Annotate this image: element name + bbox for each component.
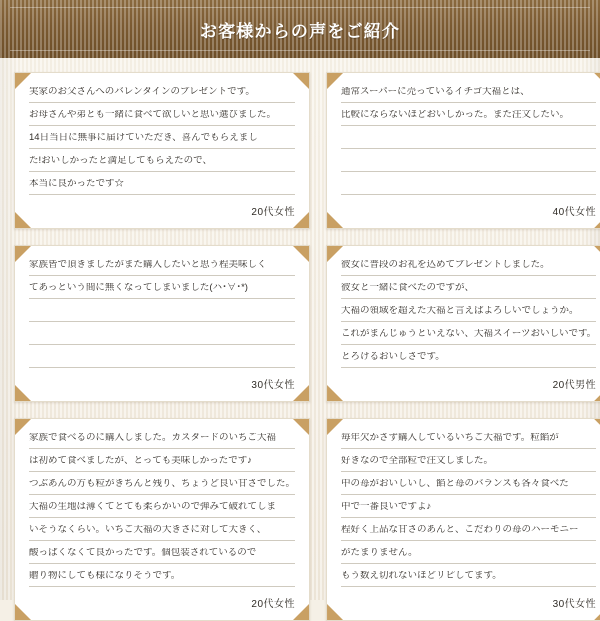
corner-ornament-icon [293,212,309,228]
review-line [341,179,596,195]
review-attribution: 30代女性 [251,380,296,391]
review-line [341,133,596,149]
review-text [29,260,295,368]
review-line: いそうなくらい。いちご大福の大きさに対して大きく、 [29,525,295,541]
review-line: 中の苺がおいしいし、餡と苺のバランスも各々食べた [341,479,596,495]
review-line: 彼女と一緒に食べたのですが、 [341,283,596,299]
review-line: 彼女に普段のお礼を込めてプレゼントしました。 [341,260,596,276]
review-line: は初めて食べましたが、とっても美味しかったです♪ [29,456,295,472]
review-line: 家族で食べるのに購入しました。カスタードのいちご大福 [29,433,295,449]
review-card [326,245,600,402]
reviews-grid [14,72,597,621]
review-line: 本当に良かったです☆ [29,179,295,195]
review-text [29,433,295,587]
review-text [29,87,295,195]
review-attribution: 30代女性 [552,599,597,610]
review-attribution: 20代男性 [552,380,597,391]
review-line: つぶあんの方も粒がきちんと残り、ちょうど良い甘さでした。 [29,479,295,495]
corner-ornament-icon [293,73,309,89]
review-card [326,72,600,229]
review-line: お母さんや弟とも一緒に食べて欲しいと思い選びました。 [29,110,295,126]
review-text [341,433,596,587]
review-card [14,245,310,402]
review-line [29,352,295,368]
review-line: 実家のお父さんへのバレンタインのプレゼントです。 [29,87,295,103]
corner-ornament-icon [293,246,309,262]
review-line: 程好く上品な甘さのあんと、こだわりの苺のハーモニー [341,525,596,541]
review-line [29,329,295,345]
review-line: 家族皆で頂きましたがまた購入したいと思う程美味しく [29,260,295,276]
page-title: お客様からの声をご紹介 [199,21,401,41]
review-line [341,156,596,172]
review-line: 酸っぱくなくて良かったです。個包装されているので [29,548,295,564]
review-line: 14日当日に無事に届けていただき、喜んでもらえまし [29,133,295,149]
review-line: もう数え切れないほどリピしてます。 [341,571,596,587]
review-card [326,418,600,621]
review-attribution: 40代女性 [552,207,597,218]
review-text [341,87,596,195]
review-text [341,260,596,368]
review-card [14,72,310,229]
corner-ornament-icon [293,604,309,620]
review-line: 好きなので全部粒で注文しました。 [341,456,596,472]
review-line: 大福の領域を超えた大福と言えばよろしいでしょうか。 [341,306,596,322]
review-line [29,306,295,322]
review-line: てあっという間に無くなってしまいました(ハ･∀･*) [29,283,295,299]
corner-ornament-icon [293,385,309,401]
review-line: とろけるおいしさです。 [341,352,596,368]
page-header [0,0,600,58]
review-line: 大福の生地は薄くてとても柔らかいので弾みて破れてしま [29,502,295,518]
review-card [14,418,310,621]
review-attribution: 20代女性 [251,599,296,610]
review-line: 比較にならないほどおいしかった。また注文したい。 [341,110,596,126]
review-attribution: 20代女性 [251,207,296,218]
corner-ornament-icon [293,419,309,435]
review-line: がたまりません。 [341,548,596,564]
review-line: 贈り物にしても様になりそうです。 [29,571,295,587]
review-line: これがまんじゅうといえない、大福スイーツおいしいです。 [341,329,596,345]
review-line: た!おいしかったと満足してもらえたので、 [29,156,295,172]
review-line: 中で一番良いですよ♪ [341,502,596,518]
review-line: 通常スーパーに売っているイチゴ大福とは、 [341,87,596,103]
review-line: 毎年欠かさず購入しているいちご大福です。粒餡が [341,433,596,449]
